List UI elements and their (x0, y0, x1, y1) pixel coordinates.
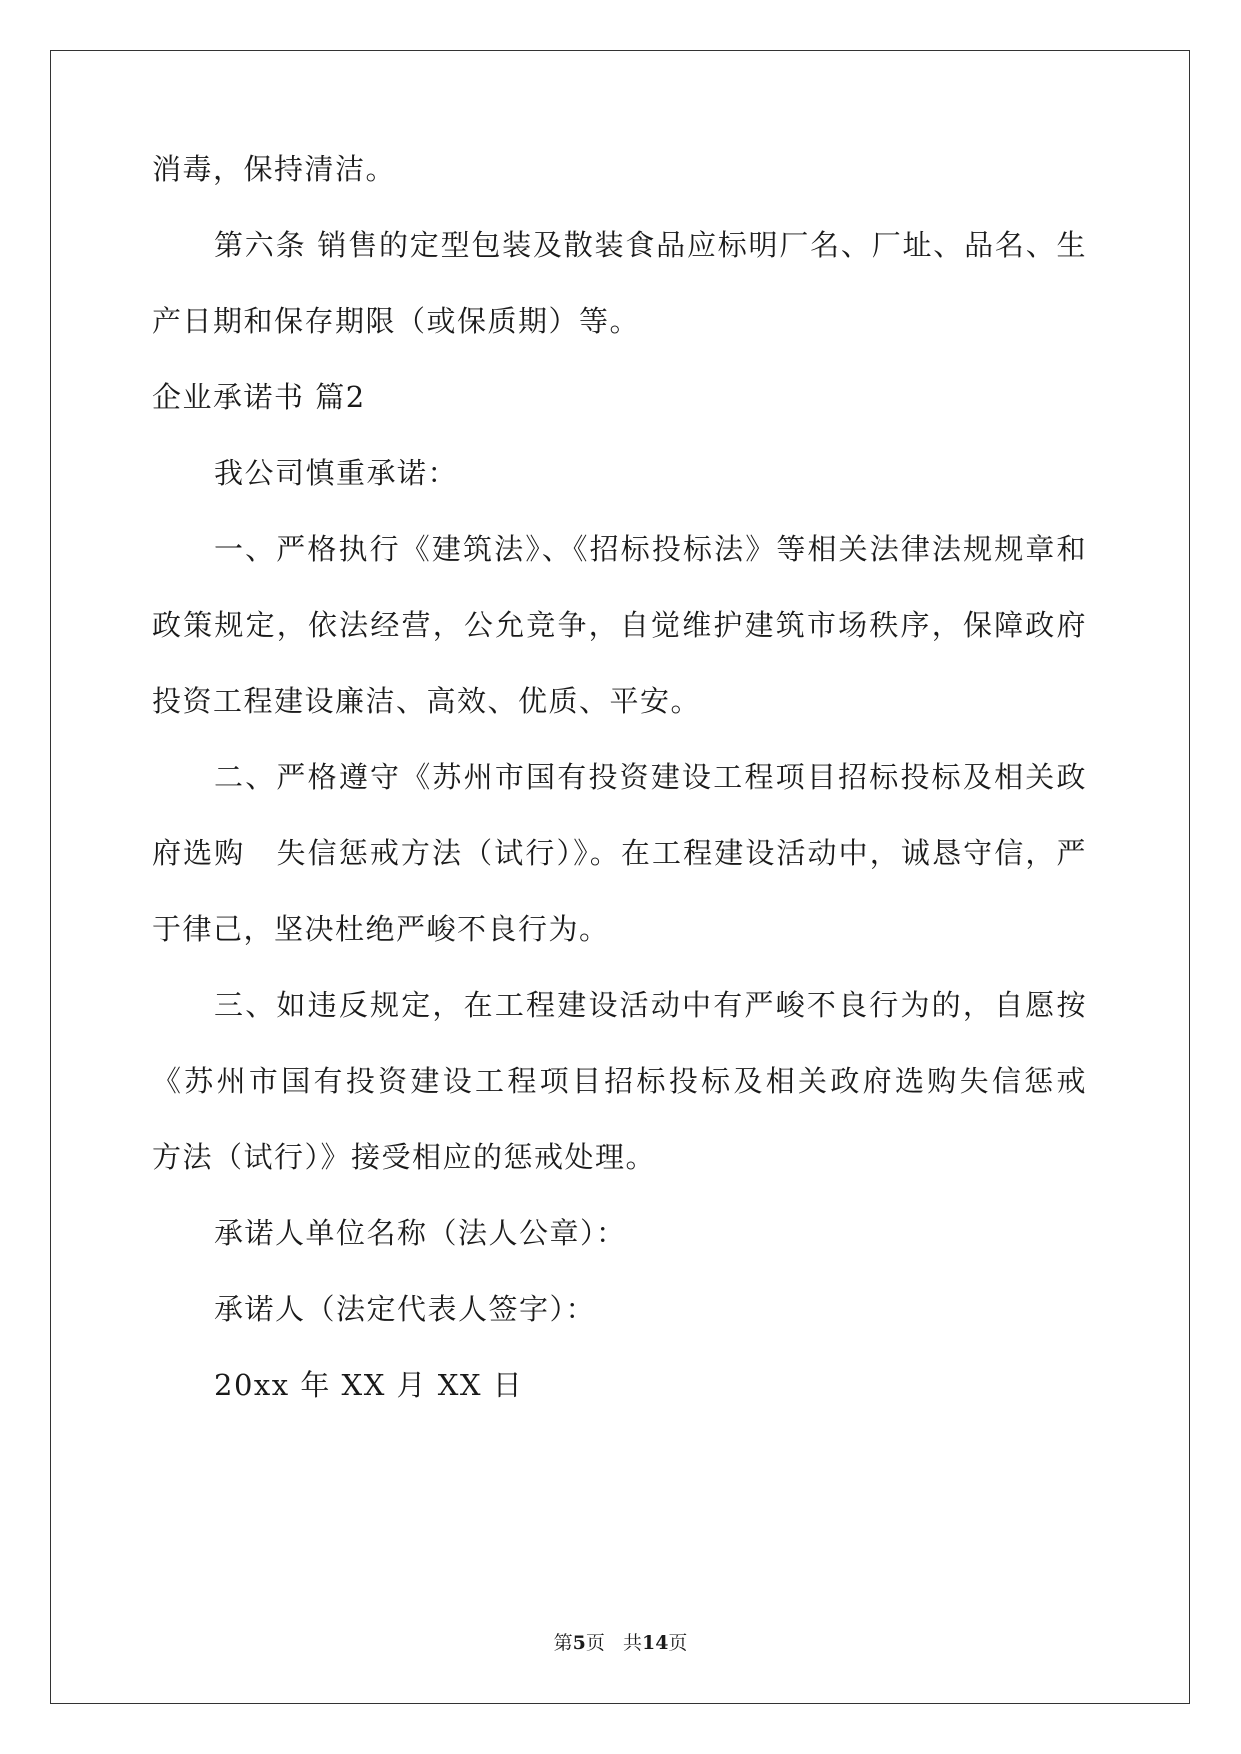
text-line-6: 一、严格执行《建筑法》、《招标投标法》等相关法律法规规章和 (214, 532, 1087, 566)
text-line-5: 我公司慎重承诺： (214, 456, 459, 490)
footer-current-page: 5 (572, 1632, 586, 1654)
text-line-2: 第六条 销售的定型包装及散装食品应标明厂名、厂址、品名、生 (214, 228, 1087, 262)
text-line-10: 府选购 失信惩戒方法（试行）》。在工程建设活动中，诚恳守信，严 (152, 836, 1087, 870)
text-line-1: 消毒，保持清洁。 (152, 152, 397, 186)
page-footer (0, 1632, 1241, 1654)
footer-total-label: 页 (668, 1632, 688, 1654)
text-line-11: 于律己，坚决杜绝严峻不良行为。 (152, 912, 610, 946)
footer-total-pages: 14 (641, 1632, 669, 1654)
date-line: 20xx 年 XX 月 XX 日 (214, 1368, 524, 1402)
text-line-12: 三、如违反规定，在工程建设活动中有严峻不良行为的，自愿按 (214, 988, 1087, 1022)
footer-page-label: 页 (585, 1632, 605, 1654)
text-line-7: 政策规定，依法经营，公允竞争，自觉维护建筑市场秩序，保障政府 (152, 608, 1087, 642)
signatory-person-line: 承诺人（法定代表人签字）： (214, 1292, 597, 1326)
text-line-14: 方法（试行）》接受相应的惩戒处理。 (152, 1140, 657, 1174)
page-border (50, 50, 1190, 1704)
section-heading: 企业承诺书 篇2 (152, 380, 366, 414)
footer-total-prefix: 共 (622, 1632, 642, 1654)
text-line-13: 《苏州市国有投资建设工程项目招标投标及相关政府选购失信惩戒 (152, 1064, 1087, 1098)
text-line-8: 投资工程建设廉洁、高效、优质、平安。 (152, 684, 702, 718)
footer-prefix: 第 (553, 1632, 573, 1654)
signatory-unit-line: 承诺人单位名称（法人公章）： (214, 1216, 627, 1250)
text-line-3: 产日期和保存期限（或保质期）等。 (152, 304, 641, 338)
text-line-9: 二、严格遵守《苏州市国有投资建设工程项目招标投标及相关政 (214, 760, 1087, 794)
